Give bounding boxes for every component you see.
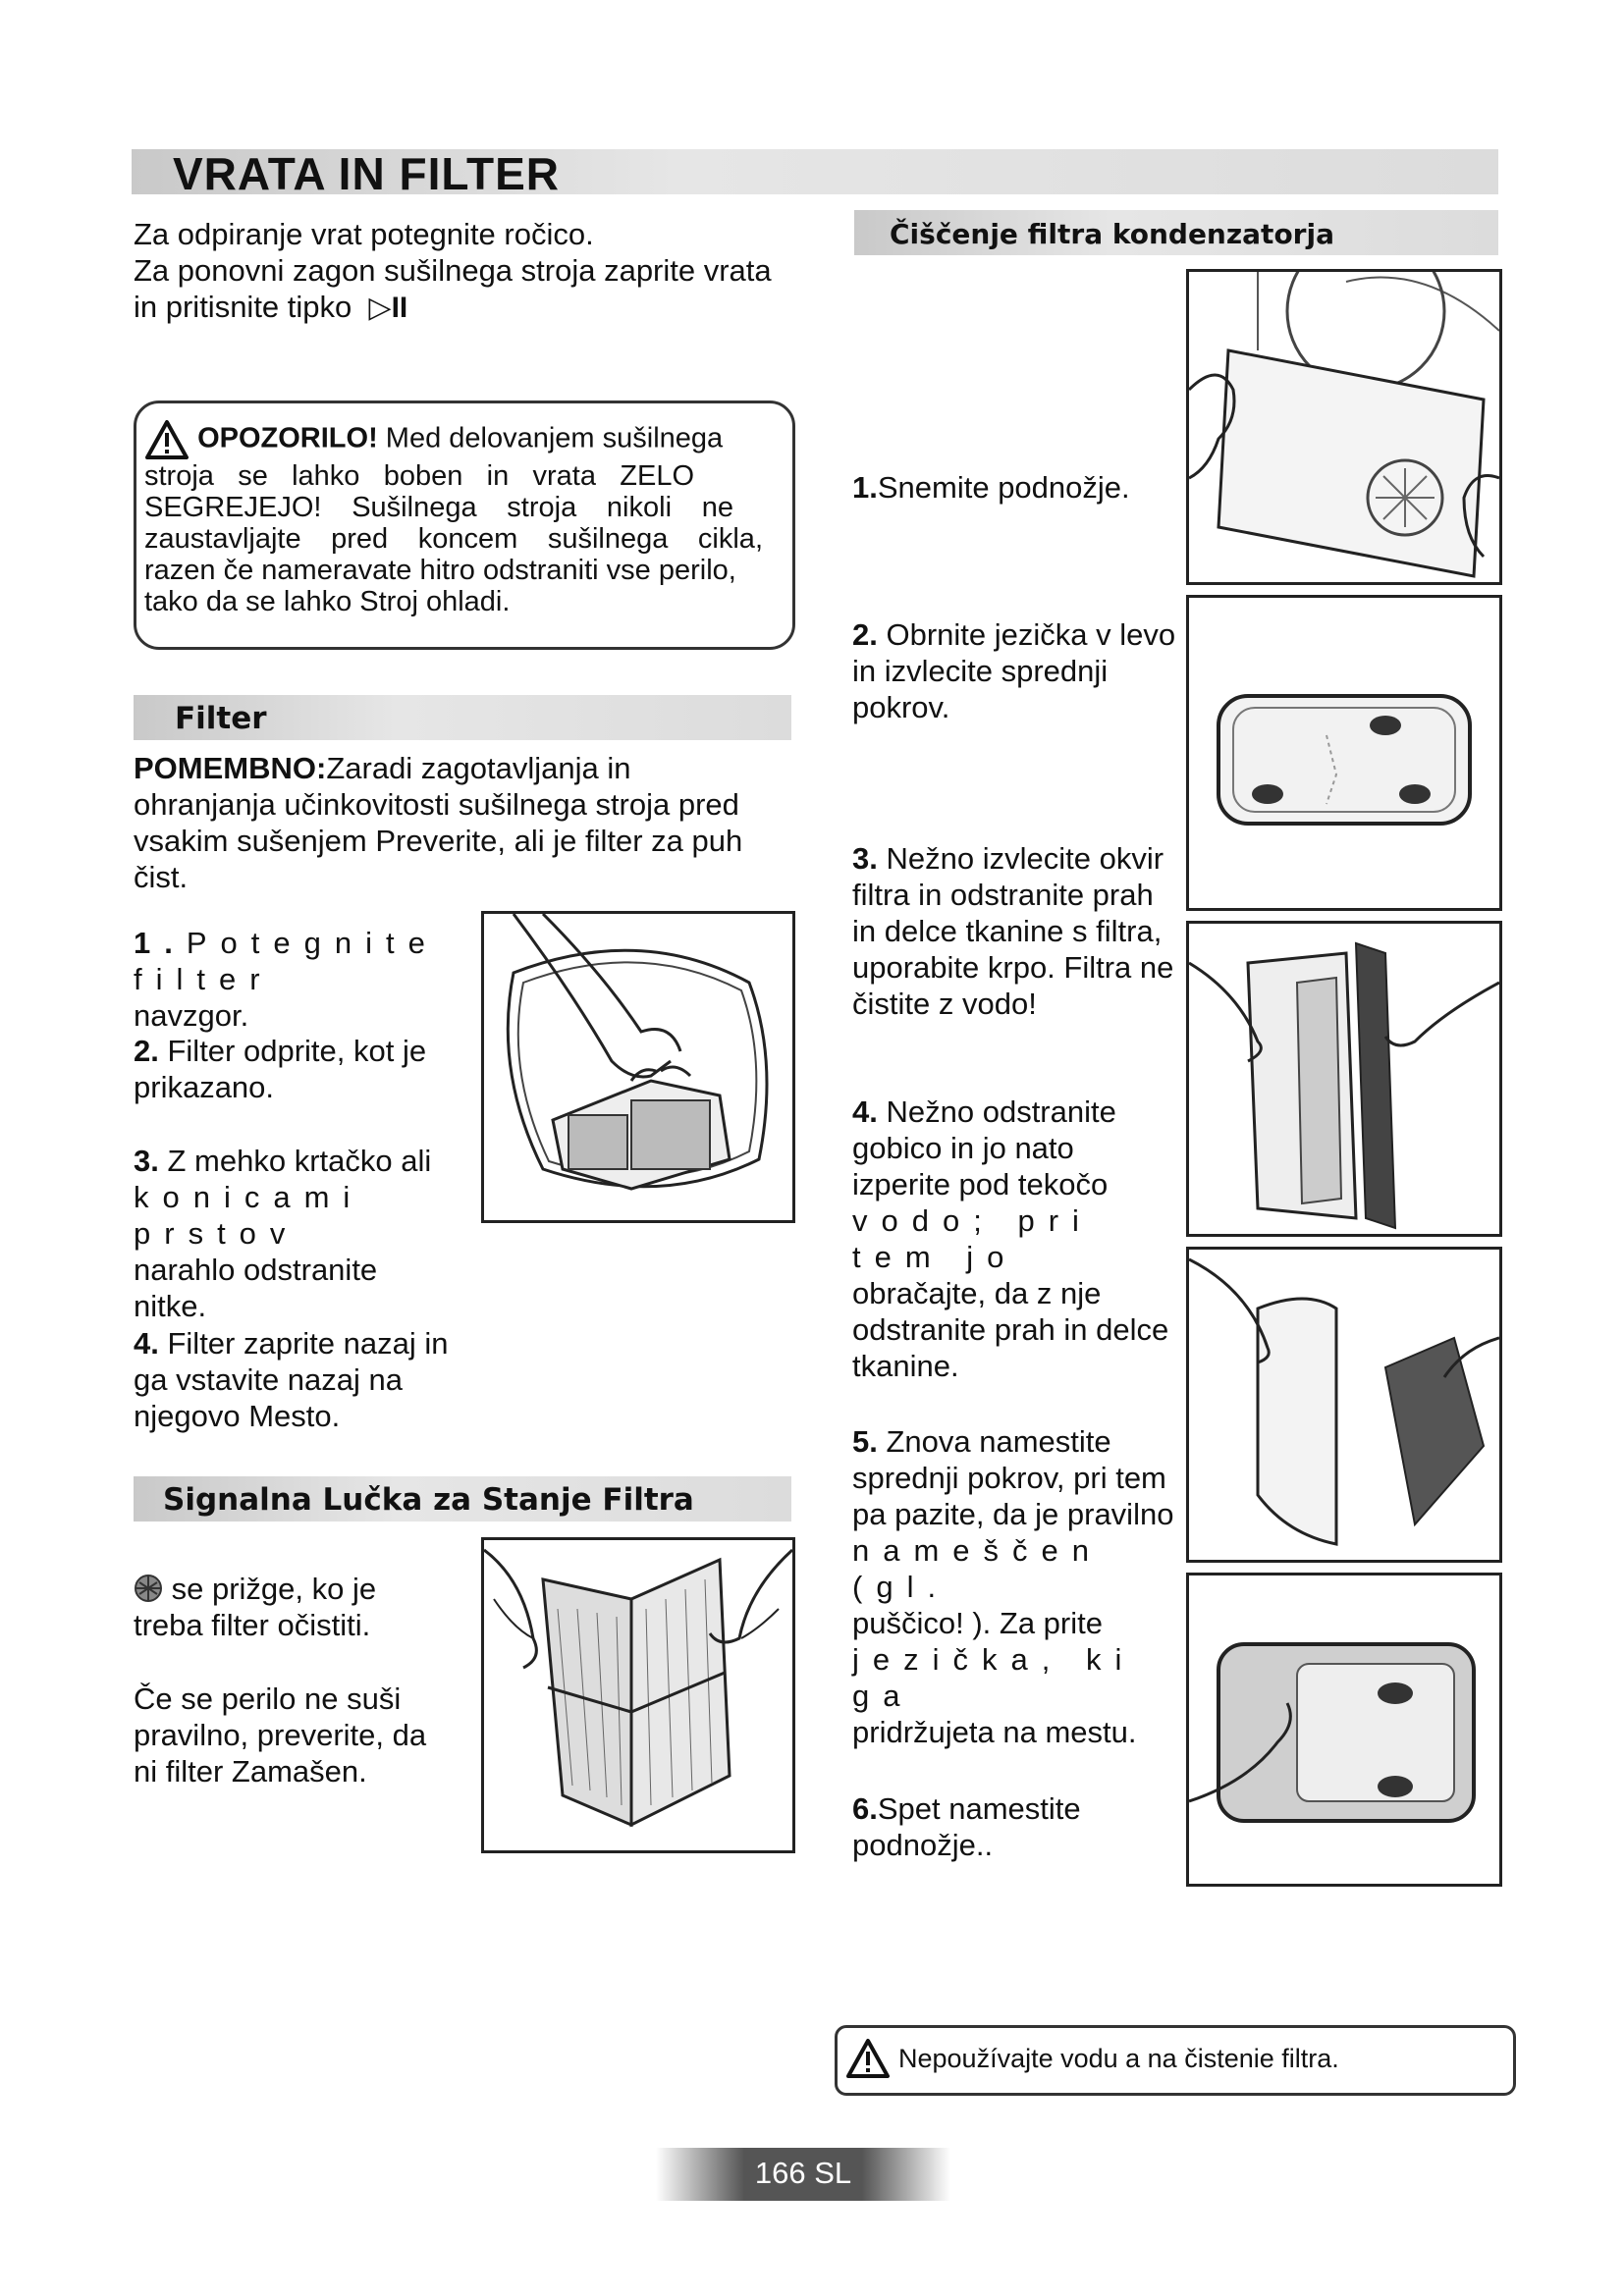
intro-text — [134, 216, 840, 326]
important-line — [134, 750, 801, 786]
step-line: prikazano. — [134, 1070, 275, 1104]
front-cover-drawing — [1189, 598, 1499, 908]
intro-line: Za odpiranje vrat potegnite ročico. — [134, 217, 594, 251]
sponge-drawing — [1189, 1250, 1499, 1560]
warning-label: OPOZORILO! — [197, 422, 378, 454]
condenser-heading: Čiščenje filtra kondenzatorja — [890, 218, 1334, 250]
filter-indicator-icon — [134, 1574, 163, 1603]
step-text: Potegnite filter — [134, 926, 439, 996]
important-line: vsakim sušenjem Preverite, ali je filter za puh — [134, 824, 743, 858]
step-line: obračajte, da z nje — [852, 1276, 1102, 1310]
important-label: POMEMBNO: — [134, 751, 327, 785]
page-number: 166 SL — [754, 2156, 852, 2190]
signal-text — [134, 1571, 487, 1789]
step-line: čistite z vodo! — [852, 987, 1037, 1021]
step-number: 5. — [852, 1424, 878, 1459]
signal-line-text: se prižge, ko je — [171, 1572, 377, 1606]
sponge-illustration — [1186, 1247, 1502, 1563]
cover-refit-illustration — [1186, 1573, 1502, 1887]
warning-line-4: zaustavljajte pred koncem sušilnega cikla, — [144, 523, 763, 555]
step-line: izperite pod tekočo — [852, 1167, 1109, 1201]
warning-line-3: SEGREJEJO! Sušilnega stroja nikoli ne — [144, 492, 733, 523]
condenser-heading-banner — [854, 210, 1498, 255]
step-text: Spet namestite — [877, 1791, 1081, 1826]
warning-line-6: tako da se lahko Stroj ohladi. — [144, 586, 511, 617]
step-text: Z mehko krtačko ali — [167, 1144, 432, 1178]
water-note-box — [835, 2025, 1516, 2096]
step-line: pridržujeta na mestu. — [852, 1715, 1137, 1749]
step-line — [852, 616, 1206, 653]
step-line — [852, 840, 1206, 877]
step-text: Filter zaprite nazaj in — [167, 1326, 449, 1361]
step-line: puščico! ). Za prite — [852, 1606, 1103, 1640]
warning-line-1: Med delovanjem sušilnega — [385, 422, 724, 454]
signal-line: Če se perilo ne suši — [134, 1682, 402, 1716]
water-note-text: Nepoužívajte vodu a na čistenie filtra. — [898, 2044, 1339, 2073]
base-removal-drawing — [1189, 272, 1499, 582]
step-number: 6. — [852, 1791, 878, 1826]
step-text: Znova namestite — [886, 1424, 1111, 1459]
important-line: ohranjanja učinkovitosti sušilnega stroja pred — [134, 787, 739, 822]
step-line: filtra in odstranite prah — [852, 878, 1154, 912]
step-line: konicami prstov — [134, 1180, 364, 1251]
step-line: vodo; pri tem jo — [852, 1203, 1093, 1274]
step-number: 1. — [134, 926, 187, 960]
warning-text — [144, 419, 787, 617]
intro-line-text: in pritisnite tipko — [134, 290, 352, 324]
warning-triangle-icon — [845, 2038, 891, 2079]
signal-heading-banner — [134, 1476, 791, 1522]
title-banner — [132, 148, 1498, 199]
step-line: nitke. — [134, 1289, 207, 1323]
signal-line: treba filter očistiti. — [134, 1608, 371, 1642]
warning-line-5: razen če nameravate hitro odstraniti vse perilo, — [144, 555, 736, 586]
step-line: in izvlecite sprednji — [852, 654, 1109, 688]
step-line: jezička, ki ga — [852, 1642, 1136, 1713]
condenser-step-6 — [852, 1790, 1206, 1863]
step-line: odstranite prah in delce — [852, 1312, 1169, 1347]
step-number: 2. — [852, 617, 878, 652]
step-number: 3. — [852, 841, 878, 876]
step-text: Nežno izvlecite okvir — [886, 841, 1164, 876]
condenser-step-1 — [852, 469, 1206, 506]
step-text: Obrnite jezička v levo — [886, 617, 1176, 652]
page-title: VRATA IN FILTER — [173, 148, 561, 199]
signal-line: pravilno, preverite, da — [134, 1718, 427, 1752]
step-number: 1. — [852, 470, 878, 505]
important-text: Zaradi zagotavljanja in — [326, 751, 631, 785]
intro-line — [134, 289, 840, 326]
start-pause-icon: ▷II — [368, 292, 408, 324]
step-line: gobico in jo nato — [852, 1131, 1074, 1165]
step-text: Filter odprite, kot je — [167, 1034, 427, 1068]
step-line: pokrov. — [852, 690, 950, 724]
step-line — [134, 1325, 546, 1362]
step-number: 4. — [134, 1326, 159, 1361]
step-line: narahlo odstranite — [134, 1253, 378, 1287]
condenser-step-5 — [852, 1423, 1206, 1750]
filter-open-illustration — [481, 1537, 795, 1853]
warning-line — [144, 419, 787, 460]
step-line: navzgor. — [134, 998, 249, 1033]
step-line: podnožje.. — [852, 1828, 994, 1862]
warning-triangle-icon — [144, 419, 189, 460]
step-line: sprednji pokrov, pri tem — [852, 1461, 1166, 1495]
filter-pull-illustration — [481, 911, 795, 1223]
signal-line — [134, 1571, 487, 1607]
warning-line-2: stroja se lahko boben in vrata ZELO — [144, 460, 694, 492]
filter-frame-illustration — [1186, 921, 1502, 1237]
step-line — [852, 1094, 1206, 1130]
filter-step-4 — [134, 1325, 546, 1434]
filter-frame-drawing — [1189, 924, 1499, 1234]
step-text: Snemite podnožje. — [877, 470, 1130, 505]
filter-heading-banner — [134, 695, 791, 740]
condenser-step-4 — [852, 1094, 1206, 1384]
signal-heading: Signalna Lučka za Stanje Filtra — [163, 1482, 694, 1518]
step-line: njegovo Mesto. — [134, 1399, 341, 1433]
signal-line: ni filter Zamašen. — [134, 1754, 367, 1789]
cover-refit-drawing — [1189, 1575, 1499, 1884]
step-line: pa pazite, da je pravilno — [852, 1497, 1174, 1531]
warning-box — [134, 400, 795, 650]
step-number: 2. — [134, 1034, 159, 1068]
important-line: čist. — [134, 860, 189, 894]
step-line: tkanine. — [852, 1349, 959, 1383]
step-line: uporabite krpo. Filtra ne — [852, 950, 1174, 985]
filter-heading: Filter — [175, 701, 267, 736]
base-removal-illustration — [1186, 269, 1502, 585]
page-number-bar — [656, 2148, 950, 2201]
filter-open-drawing — [484, 1540, 792, 1850]
step-line — [852, 1790, 1206, 1827]
filter-important — [134, 750, 801, 895]
step-line — [852, 1423, 1206, 1460]
step-number: 4. — [852, 1095, 878, 1129]
step-text: Nežno odstranite — [886, 1095, 1116, 1129]
front-cover-illustration — [1186, 595, 1502, 911]
condenser-step-2 — [852, 616, 1206, 725]
step-number: 3. — [134, 1144, 159, 1178]
condenser-step-3 — [852, 840, 1206, 1022]
step-line: in delce tkanine s filtra, — [852, 914, 1163, 948]
step-line: nameščen (gl. — [852, 1533, 1104, 1604]
filter-pull-drawing — [484, 914, 792, 1220]
step-line: ga vstavite nazaj na — [134, 1362, 404, 1397]
intro-line: Za ponovni zagon sušilnega stroja zaprite vrata — [134, 253, 772, 288]
